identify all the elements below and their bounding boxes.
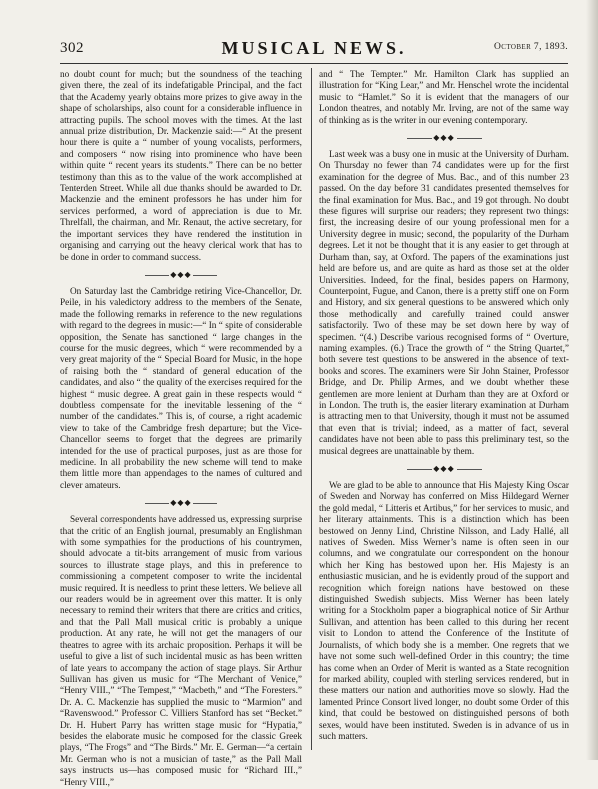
section-ornament: ◆◆◆ [319, 463, 569, 475]
article-paragraph-durham: Last week was a busy one in music at the University of Durham. On Thursday no fewer than 74 candidates were up for the first examination for the degree of Mus. Bac., and of this number 23 passed. On the day before 31 candidates presented themselves for the final examination for Mus. Bac., and 19 got through. No doubt these figures will surprise our readers; they represent two things: first, the increasing desire of our young professional men for a University degree in music; second, the popularity of the Durham degrees. Let it not be thought that it is any easier to get through at Durham than, say, at Oxford. The papers of the examinations just held are before us, and are quite as hard as those set at the older Universities. Indeed, for the final, besides papers on Harmony, Counterpoint, Fugue, and Canon, there is a pretty stiff one on Form and History, and six general questions to be answered which only those methodically and carefully trained could answer satisfactorily. Two of these may be set down here by way of specimen. “(4.) Describe various recognised forms of “ Overture, naming examples. (6.) Trace the growth of “ the String Quartet,” both severe test questions to be answered in the absence of text-books and scores. The examiners were Sir John Stainer, Professor Bridge, and Dr. Philip Armes, and we doubt whether these gentlemen are more lenient at Durham than they are at Oxford or in London. The truth is, the easier literary examination at Durham is attracting men to that University, though it must not be assumed that even that is trivial; indeed, as a matter of fact, several candidates have not been able to pass this preliminary test, so the musical degrees are unattainable by them. [319, 150, 569, 457]
column-divider [311, 68, 312, 750]
section-ornament: ◆◆◆ [60, 497, 302, 509]
masthead-title: MUSICAL NEWS. [221, 38, 407, 58]
article-paragraph-sweden: We are glad to be able to announce that His Majesty King Oscar of Sweden and Norway has conferred on Miss Hildegard Werner the gold medal, “ Litteris et Artibus,” for her services to music, and her literary attainments. This is a distinction which has been bestowed on Jenny Lind, Christine Nilsson, and Lady Hallé, all natives of Sweden. Miss Werner’s name is often seen in our columns, and we congratulate our correspondent on the honour which her King has bestowed upon her. His Majesty is an enthusiastic musician, and he is evidently proud of the support and recognition which foreign nations have bestowed on these distinguished Swedish subjects. Miss Werner has been lately writing for a Stockholm paper a biographical notice of Sir Arthur Sullivan, and attention has been called to this during her recent visit to London to attend the Conference of the Institute of Journalists, of which body she is a member. One regrets that we have not some such well-defined Order in this country; the time has come when an Order of Merit is wanted as a State recognition for marked ability, coupled with sterling services rendered, but in these matters our nation and authorities move so slowly. Had the lamented Prince Consort lived longer, no doubt some Order of this kind, that could be bestowed on distinguished persons of both sexes, would have been instituted. Sweden is in advance of us in such matters. [319, 481, 569, 742]
right-column [319, 70, 569, 743]
left-column [60, 70, 302, 789]
article-paragraph-incidental-music: Several correspondents have addressed us, expressing surprise that the critic of an English journal, presumably an Englishman with some sympathies for the productions of his countrymen, should advocate a tit-bits arrangement of music from various sources to illustrate stage plays, and this in preference to commissioning a competent composer to write the incidental music required. It is needless to print these letters. We believe all our readers would be in agreement over this matter. It is only necessary to remind their writers that there are critics and critics, and that the Pall Mall musical critic is probably a unique production. At any rate, he will not get the managers of our theatres to agree with its archaic proposition. Perhaps it will be useful to give a list of such incidental music as has been written of late years to accompany the action of stage plays. Sir Arthur Sullivan has given us music for “The Merchant of Venice,” “Henry VIII.,” “The Tempest,” “Macbeth,” and “The Foresters.” Dr. A. C. Mackenzie has supplied the music to “Marmion” and “Ravenswood.” Professor C. Villiers Stanford has set “Becket.” Dr. H. Hubert Parry has written stage music for “Hypatia,” besides the elaborate music he composed for the classic Greek plays, “The Frogs” and “The Birds.” Mr. E. German—“a certain Mr. German who is not a musician of taste,” as the Pall Mall says instructs us—has composed music for “Richard III.,” “Henry VIII.,” [60, 515, 302, 788]
page-header [60, 36, 568, 56]
section-ornament: ◆◆◆ [319, 132, 569, 144]
section-ornament: ◆◆◆ [60, 269, 302, 281]
issue-date: October 7, 1893. [494, 42, 568, 52]
article-paragraph-continued: and “ The Tempter.” Mr. Hamilton Clark has supplied an illustration for “King Lear,” and Mr. Henschel wrote the incidental music to “Hamlet.” So it is evident that the managers of our London theatres, and notably Mr. Irving, are not of the same way of thinking as is the writer in our evening contemporary. [319, 70, 569, 126]
article-paragraph-academy: no doubt count for much; but the soundness of the teaching given there, the zeal of its indefatigable Principal, and the fact that the Academy yearly obtains more prizes to give away in the shape of scholarships, also count for a considerable influence in attracting pupils. The school moves with the times. At the last annual prize distribution, Dr. Mackenzie said:—“ At the present hour there is quite a “ number of young vocalists, performers, and composers “ now rising into prominence who have been within quite “ recent years its students.” There can be no better testimony than this as to the value of the work accomplished at Tenterden Street. While all due thanks should be awarded to Dr. Mackenzie and the eminent professors he has under him for services performed, a word of appreciation is due to Mr. Threlfall, the chairman, and Mr. Renaut, the active secretary, for the important services they have rendered the institution in organising and carrying out the heavy clerical work that has to be done in order to command success. [60, 70, 302, 263]
page-number: 302 [60, 40, 84, 56]
page-edge-shadow [586, 0, 598, 760]
header-rule [60, 63, 568, 64]
article-paragraph-cambridge: On Saturday last the Cambridge retiring Vice-Chancellor, Dr. Peile, in his valedictory address to the members of the Senate, made the following remarks in reference to the new regulations with regard to the degrees in music:—“ In “ spite of considerable opposition, the Senate has sanctioned “ large changes in the course for the music degrees, which “ were recommended by a very great majority of the “ Special Board for Music, in the hope of raising both the “ standard of general education of the candidates, and also “ the quality of the exercises required for the highest “ music degree. A great gain in these respects would “ doubtless compensate for the inevitable lessening of the “ number of the candidates.” This is, of course, a right academic view to take of the Cambridge fresh departure; but the Vice-Chancellor seems to forget that the degrees are primarily intended for the use of practical purposes, just as are those for medicine. In all probability the new scheme will tend to make them little more than appendages to the names of cultured and clever amateurs. [60, 286, 302, 491]
